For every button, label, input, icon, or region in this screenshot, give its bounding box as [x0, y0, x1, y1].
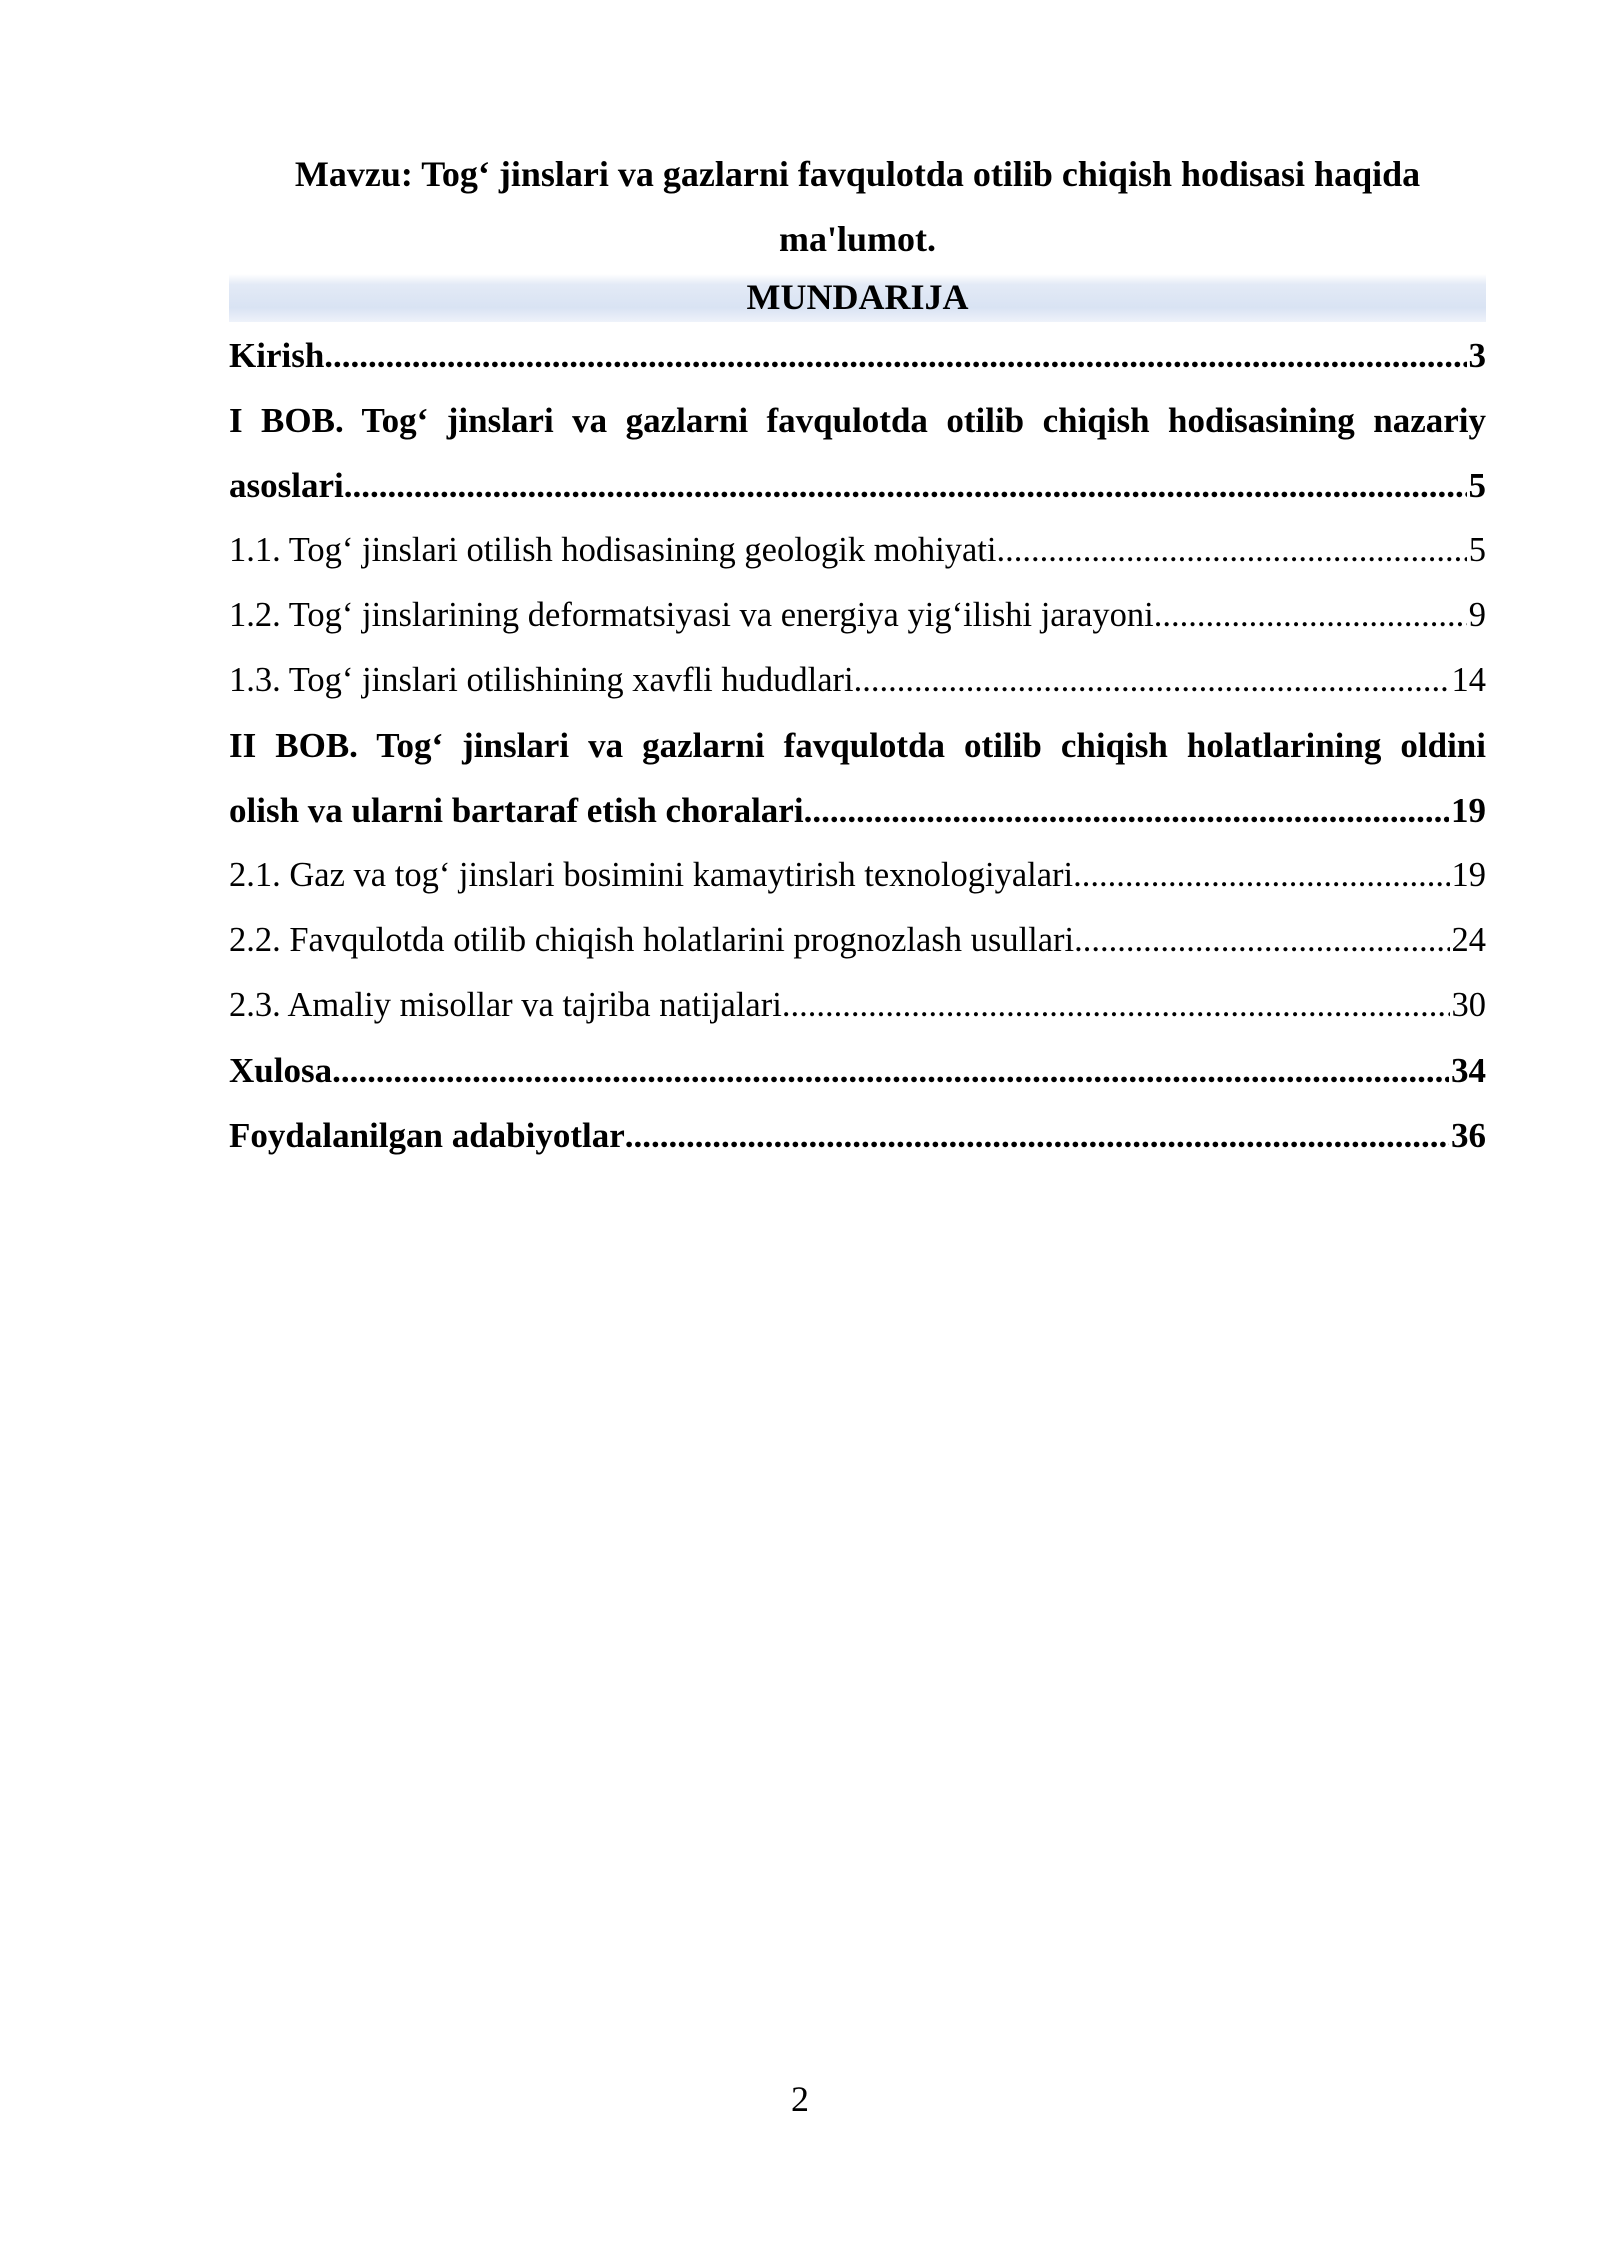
- page-number: 2: [791, 2079, 809, 2119]
- toc-entry-label: 1.1. Tog‘ jinslari otilish hodisasining geologik mohiyati: [229, 531, 997, 569]
- toc-dot-leader: [1073, 843, 1449, 908]
- toc-dot-leader: [854, 648, 1450, 713]
- toc-entry-page: 30: [1451, 986, 1486, 1024]
- toc-entry-chapter2: [229, 778, 1486, 843]
- toc-entry-references: [229, 1103, 1486, 1168]
- page-content: [229, 142, 1486, 1168]
- toc-dot-leader: [1154, 583, 1467, 648]
- toc-entry-section-1-1: [229, 518, 1486, 583]
- toc-entry-page: 14: [1451, 661, 1486, 699]
- toc-entry-page: 24: [1451, 921, 1486, 959]
- toc-dot-leader: [324, 323, 1466, 388]
- toc-entry-page: 3: [1468, 336, 1486, 375]
- toc-entry-section-2-2: [229, 908, 1486, 973]
- toc-dot-leader: [996, 518, 1466, 583]
- toc-entry-intro: [229, 323, 1486, 388]
- toc-entry-label: 1.3. Tog‘ jinslari otilishining xavfli hududlari: [229, 661, 854, 699]
- toc-entry-chapter2-line1: II BOB. Tog‘ jinslari va gazlarni favqulotda otilib chiqish holatlarining oldini: [229, 726, 1486, 765]
- toc-entry-label: 1.2. Tog‘ jinslarining deformatsiyasi va energiya yig‘ilishi jarayoni: [229, 596, 1154, 634]
- toc-entry-page: 5: [1468, 466, 1486, 505]
- toc-entry-section-1-3: [229, 648, 1486, 713]
- toc-dot-leader: [344, 453, 1467, 518]
- toc-entry-page: 36: [1451, 1116, 1486, 1155]
- toc-entry-label: 2.2. Favqulotda otilib chiqish holatlarini prognozlash usullari: [229, 921, 1075, 959]
- toc-entry-label: Xulosa: [229, 1051, 333, 1090]
- toc-dot-leader: [782, 973, 1450, 1038]
- toc-entry-page: 5: [1468, 531, 1486, 569]
- toc-entry-section-2-3: [229, 973, 1486, 1038]
- toc-entry-page: 19: [1451, 791, 1486, 830]
- table-of-contents: [229, 323, 1486, 1168]
- document-title-line1: Mavzu: Tog‘ jinslari va gazlarni favqulotda otilib chiqish hodisasi haqida: [294, 154, 1421, 194]
- toc-entry-page: 34: [1451, 1051, 1486, 1090]
- toc-heading: MUNDARIJA: [229, 274, 1486, 322]
- toc-entry-label: Kirish: [229, 336, 325, 375]
- toc-entry-section-1-2: [229, 583, 1486, 648]
- toc-dot-leader: [804, 778, 1449, 843]
- toc-entry-label: asoslari: [229, 466, 344, 505]
- toc-dot-leader: [332, 1038, 1449, 1103]
- toc-entry-chapter1-line1: I BOB. Tog‘ jinslari va gazlarni favqulotda otilib chiqish hodisasining nazariy: [229, 401, 1486, 440]
- toc-entry-page: 19: [1451, 856, 1486, 894]
- toc-dot-leader: [1074, 908, 1449, 973]
- toc-entry-chapter1: [229, 453, 1486, 518]
- document-title-line2: ma'lumot.: [779, 219, 936, 259]
- toc-entry-label: Foydalanilgan adabiyotlar: [229, 1116, 625, 1155]
- toc-entry-label: olish va ularni bartaraf etish choralari: [229, 791, 804, 830]
- toc-entry-label: 2.3. Amaliy misollar va tajriba natijalari: [229, 986, 782, 1024]
- toc-entry-page: 9: [1468, 596, 1486, 634]
- toc-entry-label: 2.1. Gaz va tog‘ jinslari bosimini kamaytirish texnologiyalari: [229, 856, 1074, 894]
- toc-entry-conclusion: [229, 1038, 1486, 1103]
- toc-dot-leader: [625, 1103, 1449, 1168]
- toc-entry-section-2-1: [229, 843, 1486, 908]
